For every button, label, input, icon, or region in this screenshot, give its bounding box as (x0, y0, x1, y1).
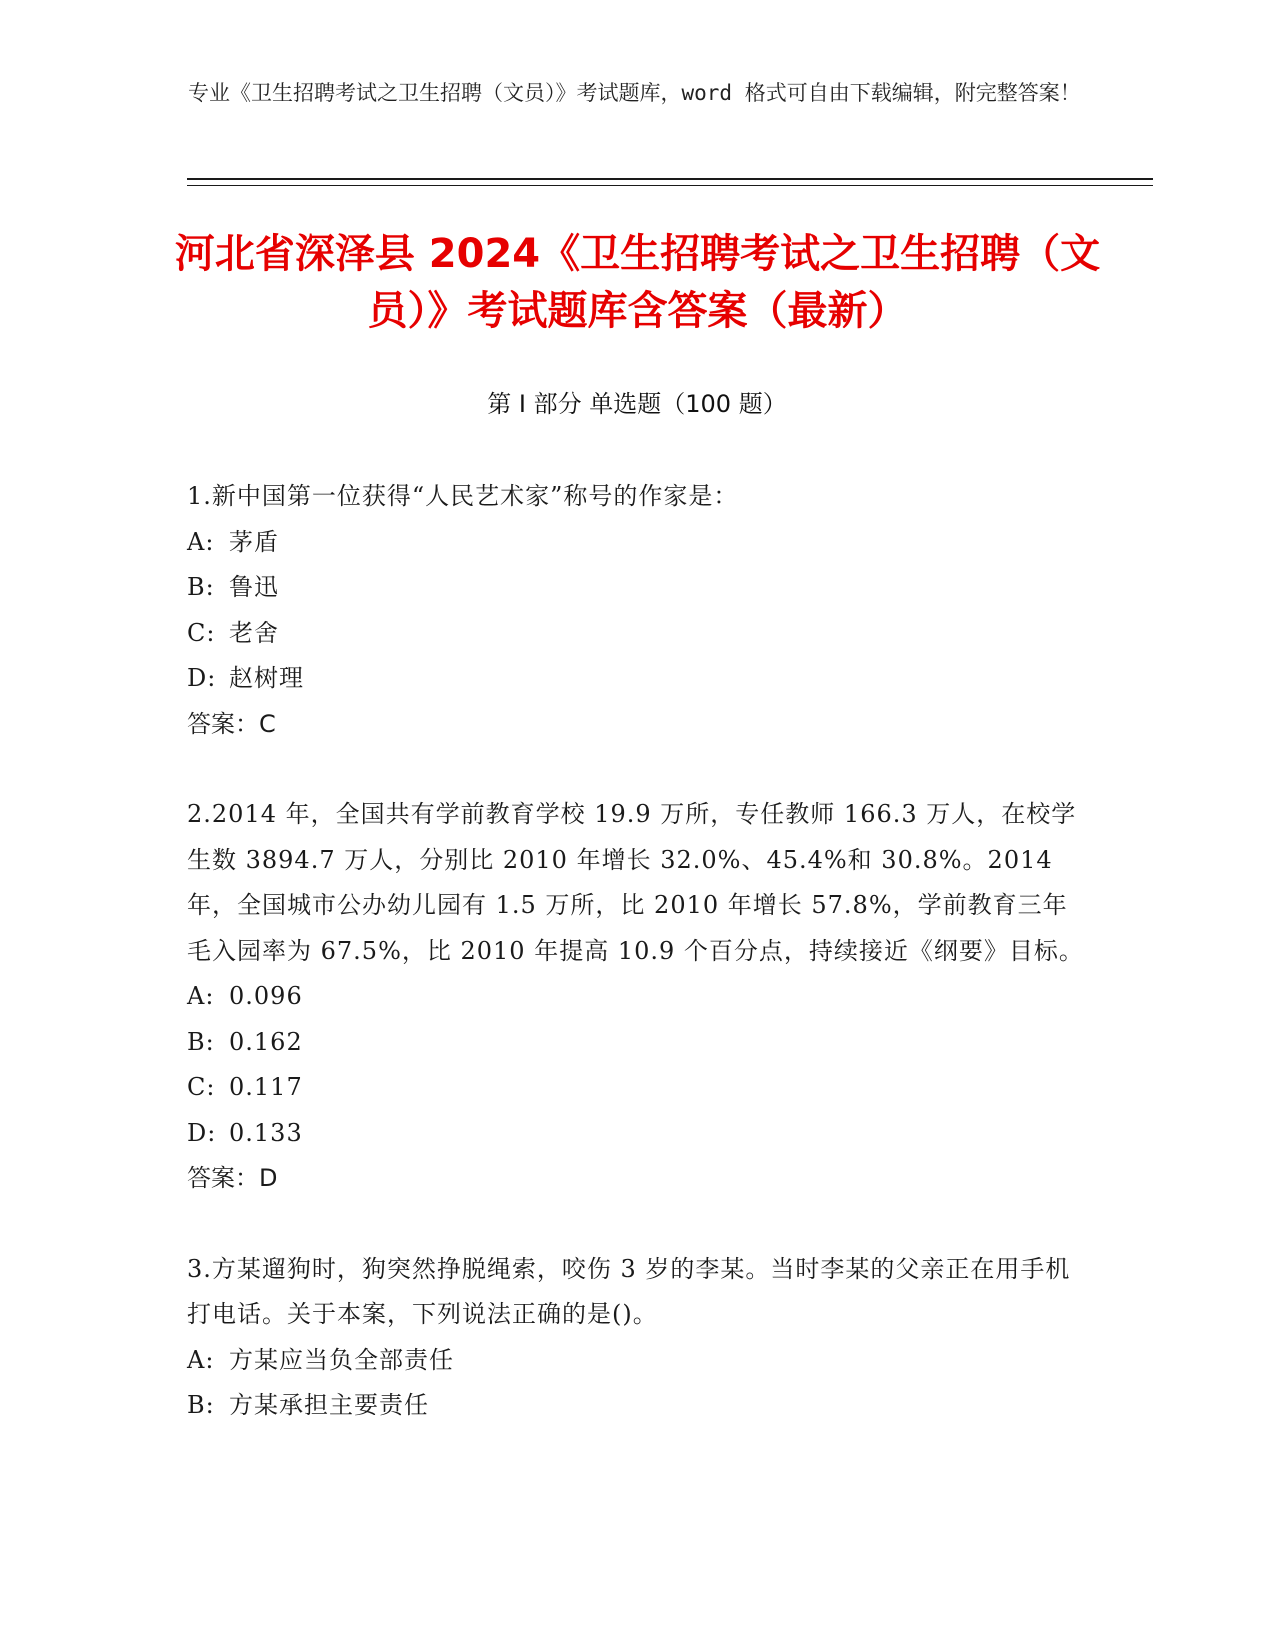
option-b (187, 1020, 1092, 1066)
question-stem: 2.2014 年，全国共有学前教育学校 19.9 万所，专任教师 166.3 万人，在校学生数 3894.7 万人，分别比 2010 年增长 32.0%、45.4%和 30.8%。2014 年，全国城市公办幼儿园有 1.5 万所，比 2010 年增长 57.8%，学前教育三年毛入园率为 67.5%，比 2010 年提高 10.9 个百分点，持续接近《纲要》目标。 (187, 800, 1084, 965)
option-d (187, 1111, 1092, 1157)
option-letter: D: (187, 1118, 217, 1147)
option-letter: A: (187, 527, 215, 556)
option-b (187, 1383, 1092, 1429)
option-letter: D: (187, 664, 217, 692)
question-list (187, 474, 1092, 1474)
question-2 (187, 792, 1092, 1202)
option-letter: A: (187, 982, 215, 1010)
option-text: 方某承担主要责任 (229, 1391, 429, 1419)
question-stem: 1.新中国第一位获得“人民艺术家”称号的作家是： (187, 482, 739, 510)
option-text: 老舍 (229, 618, 279, 647)
option-c (187, 1065, 1092, 1111)
option-text: 0.162 (229, 1027, 303, 1056)
answer-line: 答案：C (187, 709, 276, 738)
option-letter: A: (187, 1345, 215, 1374)
option-text: 0.133 (229, 1118, 303, 1147)
option-a (187, 1338, 1092, 1384)
option-d (187, 656, 1092, 702)
option-text: 0.117 (229, 1073, 303, 1101)
answer-line: 答案：D (187, 1164, 278, 1192)
option-letter: C: (187, 618, 216, 647)
option-c (187, 611, 1092, 657)
option-letter: B: (187, 573, 215, 601)
question-3 (187, 1247, 1092, 1429)
option-text: 赵树理 (229, 664, 304, 692)
document-title: 河北省深泽县 2024《卫生招聘考试之卫生招聘（文员）》考试题库含答案（最新） (174, 231, 1101, 334)
option-text: 0.096 (229, 982, 303, 1010)
option-text: 茅盾 (229, 527, 279, 556)
option-text: 方某应当负全部责任 (229, 1345, 454, 1374)
option-b (187, 565, 1092, 611)
option-text: 鲁迅 (229, 573, 279, 601)
question-stem: 3.方某遛狗时，狗突然挣脱绳索，咬伤 3 岁的李某。当时李某的父亲正在用手机打电话。关于本案，下列说法正确的是()。 (187, 1254, 1071, 1328)
section-heading: 第 I 部分 单选题（100 题） (487, 390, 787, 418)
option-letter: B: (187, 1027, 215, 1056)
question-1 (187, 474, 1092, 747)
header-rule-thin (187, 185, 1153, 186)
option-letter: C: (187, 1073, 216, 1101)
option-a (187, 974, 1092, 1020)
option-a (187, 520, 1092, 566)
option-letter: B: (187, 1391, 215, 1419)
header-note: 专业《卫生招聘考试之卫生招聘（文员）》考试题库，word 格式可自由下载编辑，附完整答案！ (188, 81, 1081, 105)
header-rule-thick (187, 178, 1153, 180)
